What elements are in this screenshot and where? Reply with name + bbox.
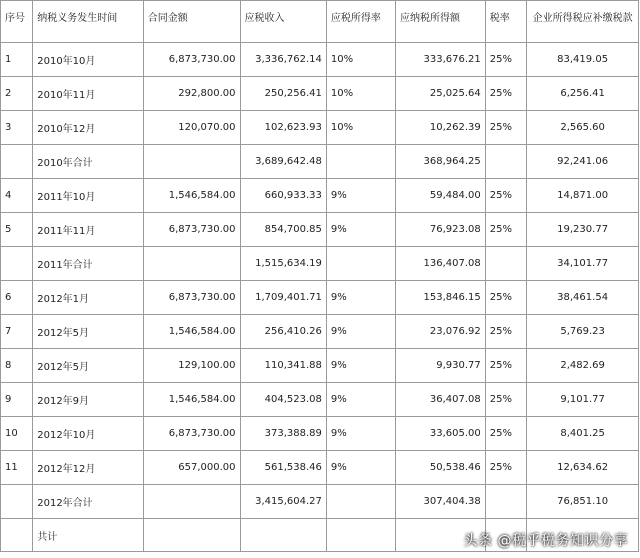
table-cell: [485, 247, 526, 281]
table-cell: 9%: [326, 315, 395, 349]
table-cell: 2: [1, 77, 33, 111]
header-cell: 纳税义务发生时间: [33, 1, 144, 43]
table-cell: 2012年12月: [33, 451, 144, 485]
table-row: [1, 145, 639, 179]
table-cell: 38,461.54: [527, 281, 639, 315]
table-cell: 25%: [485, 315, 526, 349]
table-cell: 3: [1, 111, 33, 145]
table-cell: 2,482.69: [527, 349, 639, 383]
table-row: [1, 417, 639, 451]
table-row: [1, 315, 639, 349]
table-cell: 2012年1月: [33, 281, 144, 315]
table-cell: 1,546,584.00: [143, 179, 240, 213]
table-cell: [485, 145, 526, 179]
table-cell: [143, 145, 240, 179]
table-cell: 共计: [33, 519, 144, 552]
header-cell: 企业所得税应补缴税款: [527, 1, 639, 43]
table-cell: 657,000.00: [143, 451, 240, 485]
table-cell: 36,407.08: [395, 383, 485, 417]
table-cell: 2011年11月: [33, 213, 144, 247]
table-cell: 33,605.00: [395, 417, 485, 451]
table-cell: 10%: [326, 43, 395, 77]
table-cell: [1, 145, 33, 179]
header-cell: 应纳税所得额: [395, 1, 485, 43]
table-cell: 9%: [326, 179, 395, 213]
table-cell: 2010年11月: [33, 77, 144, 111]
table-cell: 1,546,584.00: [143, 315, 240, 349]
table-cell: 25%: [485, 383, 526, 417]
table-cell: 25%: [485, 77, 526, 111]
table-cell: 2010年10月: [33, 43, 144, 77]
table-row: [1, 281, 639, 315]
table-cell: 7: [1, 315, 33, 349]
table-cell: 9%: [326, 451, 395, 485]
table-cell: [485, 485, 526, 519]
table-cell: 373,388.89: [240, 417, 326, 451]
table-cell: 9: [1, 383, 33, 417]
table-cell: 25%: [485, 451, 526, 485]
header-cell: 序号: [1, 1, 33, 43]
table-cell: 1: [1, 43, 33, 77]
header-cell: 应税所得率: [326, 1, 395, 43]
header-row: [1, 1, 639, 43]
table-cell: 2011年10月: [33, 179, 144, 213]
table-cell: 2012年5月: [33, 349, 144, 383]
table-cell: 25%: [485, 179, 526, 213]
header-cell: 应税收入: [240, 1, 326, 43]
table-cell: 120,070.00: [143, 111, 240, 145]
table-cell: 250,256.41: [240, 77, 326, 111]
table-cell: 136,407.08: [395, 247, 485, 281]
table-cell: 2010年合计: [33, 145, 144, 179]
table-cell: 292,800.00: [143, 77, 240, 111]
table-cell: 3,336,762.14: [240, 43, 326, 77]
table-cell: 9%: [326, 213, 395, 247]
table-row: [1, 383, 639, 417]
table-cell: 2012年5月: [33, 315, 144, 349]
table-cell: 10,262.39: [395, 111, 485, 145]
table-row: [1, 111, 639, 145]
table-cell: 110,341.88: [240, 349, 326, 383]
table-cell: [326, 247, 395, 281]
header-cell: 合同金额: [143, 1, 240, 43]
table-cell: 14,871.00: [527, 179, 639, 213]
table-cell: 10%: [326, 111, 395, 145]
table-cell: 2,565.60: [527, 111, 639, 145]
table-row: [1, 349, 639, 383]
table-row: [1, 451, 639, 485]
table-cell: 129,100.00: [143, 349, 240, 383]
table-cell: [1, 519, 33, 552]
table-cell: 1,546,584.00: [143, 383, 240, 417]
header-cell: 税率: [485, 1, 526, 43]
table-cell: 2011年合计: [33, 247, 144, 281]
table-cell: 12,634.62: [527, 451, 639, 485]
table-cell: [143, 519, 240, 552]
table-cell: 10: [1, 417, 33, 451]
table-cell: [326, 485, 395, 519]
table-cell: 4: [1, 179, 33, 213]
table-cell: 50,538.46: [395, 451, 485, 485]
table-cell: 34,101.77: [527, 247, 639, 281]
table-cell: 19,230.77: [527, 213, 639, 247]
table-cell: 25%: [485, 281, 526, 315]
table-cell: 333,676.21: [395, 43, 485, 77]
table-cell: 3,415,604.27: [240, 485, 326, 519]
table-cell: 1,515,634.19: [240, 247, 326, 281]
table-cell: 3,689,642.48: [240, 145, 326, 179]
table-cell: 76,923.08: [395, 213, 485, 247]
table-cell: 404,523.08: [240, 383, 326, 417]
table-cell: 2012年9月: [33, 383, 144, 417]
table-cell: 25%: [485, 111, 526, 145]
table-cell: 25,025.64: [395, 77, 485, 111]
table-cell: 660,933.33: [240, 179, 326, 213]
table-cell: 1,709,401.71: [240, 281, 326, 315]
table-cell: 9,101.77: [527, 383, 639, 417]
table-cell: 102,623.93: [240, 111, 326, 145]
table-cell: [240, 519, 326, 552]
table-row: [1, 247, 639, 281]
table-cell: 5: [1, 213, 33, 247]
table-cell: 9,930.77: [395, 349, 485, 383]
table-cell: 6: [1, 281, 33, 315]
table-cell: 25%: [485, 43, 526, 77]
table-row: [1, 43, 639, 77]
table-cell: 76,851.10: [527, 485, 639, 519]
table-cell: 92,241.06: [527, 145, 639, 179]
table-cell: 2012年合计: [33, 485, 144, 519]
table-cell: 561,538.46: [240, 451, 326, 485]
table-cell: 59,484.00: [395, 179, 485, 213]
table-cell: 2010年12月: [33, 111, 144, 145]
table-cell: 8,401.25: [527, 417, 639, 451]
table-cell: [143, 247, 240, 281]
table-cell: 153,846.15: [395, 281, 485, 315]
table-row: [1, 213, 639, 247]
table-cell: 9%: [326, 281, 395, 315]
table-cell: 9%: [326, 383, 395, 417]
table-row: [1, 179, 639, 213]
table-cell: 307,404.38: [395, 485, 485, 519]
table-cell: 256,410.26: [240, 315, 326, 349]
table-cell: 6,873,730.00: [143, 281, 240, 315]
table-cell: 83,419.05: [527, 43, 639, 77]
table-cell: 6,256.41: [527, 77, 639, 111]
table-cell: 25%: [485, 213, 526, 247]
table-cell: 854,700.85: [240, 213, 326, 247]
table-cell: 11: [1, 451, 33, 485]
table-cell: [326, 519, 395, 552]
watermark: 头条 @税乎税务知识分享: [463, 533, 628, 549]
table-cell: 9%: [326, 417, 395, 451]
table-cell: 5,769.23: [527, 315, 639, 349]
table-cell: 9%: [326, 349, 395, 383]
table-cell: 23,076.92: [395, 315, 485, 349]
table-cell: 6,873,730.00: [143, 417, 240, 451]
table-cell: 6,873,730.00: [143, 43, 240, 77]
table-row: [1, 485, 639, 519]
table-row: [1, 77, 639, 111]
table-cell: 25%: [485, 417, 526, 451]
table-cell: 368,964.25: [395, 145, 485, 179]
table-cell: [1, 247, 33, 281]
table-cell: [326, 145, 395, 179]
table-cell: 8: [1, 349, 33, 383]
table-cell: 2012年10月: [33, 417, 144, 451]
table-cell: 6,873,730.00: [143, 213, 240, 247]
table-cell: 10%: [326, 77, 395, 111]
table-cell: [143, 485, 240, 519]
table-cell: 25%: [485, 349, 526, 383]
table-cell: [1, 485, 33, 519]
